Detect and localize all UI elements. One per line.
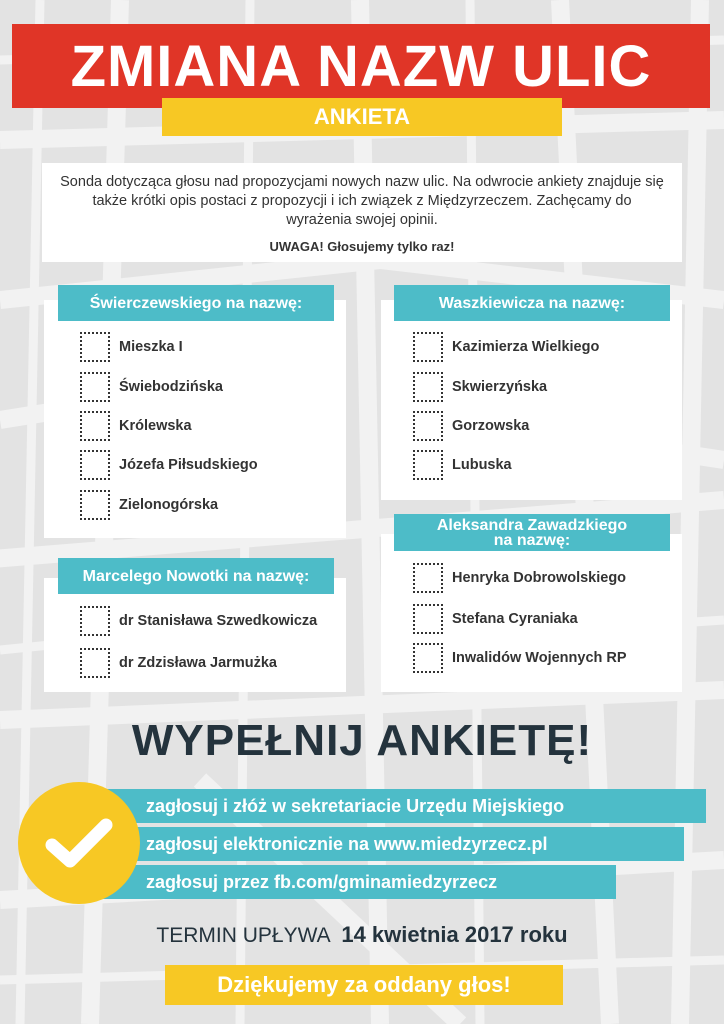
section-title-line2: na nazwę: [493,531,571,549]
option-item[interactable] [413,370,547,404]
option-item[interactable] [80,488,218,522]
option-label: Kazimierza Wielkiego [452,339,600,355]
section-title-zawadzkiego [394,514,670,551]
option-label: Józefa Piłsudskiego [119,457,258,473]
option-label: Mieszka I [119,339,183,355]
section-zawadzkiego [381,531,682,692]
page-title: ZMIANA NAZW ULIC [12,24,710,108]
option-label: Gorzowska [452,418,530,434]
cta-headline: WYPEŁNIJ ANKIETĘ! [131,716,593,765]
option-item[interactable] [80,646,277,680]
vote-method-facebook: zagłosuj przez fb.com/gminamiedzyrzecz [100,865,616,899]
option-label: Henryka Dobrowolskiego [452,570,627,586]
deadline-label: TERMIN UPŁYWA [156,924,330,947]
checkbox[interactable] [413,450,443,480]
section-title-swierczewskiego: Świerczewskiego na nazwę: [58,285,334,321]
option-label: dr Stanisława Szwedkowicza [119,613,318,629]
vote-method-online: zagłosuj elektronicznie na www.miedzyrzecz.pl [100,827,684,861]
page-subtitle: ANKIETA [162,98,562,136]
checkbox[interactable] [413,604,443,634]
option-label: Świebodzińska [119,379,223,395]
checkbox[interactable] [80,411,110,441]
option-label: Zielonogórska [119,497,219,513]
option-item[interactable] [80,604,317,638]
section-title-line1: Aleksandra Zawadzkiego [436,516,628,534]
option-item[interactable] [413,448,512,482]
option-item[interactable] [413,561,626,595]
checkbox[interactable] [413,563,443,593]
section-waszkiewicza [381,300,682,500]
thanks-banner: Dziękujemy za oddany głos! [165,965,563,1005]
section-swierczewskiego [44,300,346,538]
intro-warning: UWAGA! Głosujemy tylko raz! [269,239,455,254]
checkbox[interactable] [80,606,110,636]
option-item[interactable] [413,641,627,675]
checkbox[interactable] [80,490,110,520]
checkbox[interactable] [80,450,110,480]
section-title-nowotki: Marcelego Nowotki na nazwę: [58,558,334,594]
option-item[interactable] [413,602,578,636]
checkbox[interactable] [80,372,110,402]
checkbox[interactable] [413,411,443,441]
option-label: Skwierzyńska [452,379,548,395]
option-label: Królewska [119,418,192,434]
option-label: dr Zdzisława Jarmużka [119,655,277,671]
deadline [0,922,724,948]
option-label: Inwalidów Wojennych RP [452,650,627,666]
option-item[interactable] [80,409,192,443]
option-label: Lubuska [452,457,512,473]
vote-method-office: zagłosuj i złóż w sekretariacie Urzędu Miejskiego [100,789,706,823]
option-item[interactable] [80,370,223,404]
section-title-waszkiewicza: Waszkiewicza na nazwę: [394,285,670,321]
checkmark-icon [44,815,114,871]
checkbox[interactable] [80,332,110,362]
option-label: Stefana Cyraniaka [452,611,578,627]
checkbox[interactable] [413,643,443,673]
option-item[interactable] [80,330,183,364]
option-item[interactable] [413,409,529,443]
section-nowotki [44,578,346,692]
option-item[interactable] [80,448,258,482]
intro-box [42,163,682,262]
checkbox[interactable] [413,332,443,362]
checkbox[interactable] [80,648,110,678]
deadline-date: 14 kwietnia 2017 roku [341,922,568,947]
option-item[interactable] [413,330,599,364]
vote-badge [18,782,140,904]
checkbox[interactable] [413,372,443,402]
intro-text: Sonda dotycząca głosu nad propozycjami nowych nazw ulic. Na odwrocie ankiety znajduje się także krótki opis postaci z propozycji i ich związek z Międzyrzeczem. Zachęcamy do wyrażenia swojej opinii. [60,174,664,228]
